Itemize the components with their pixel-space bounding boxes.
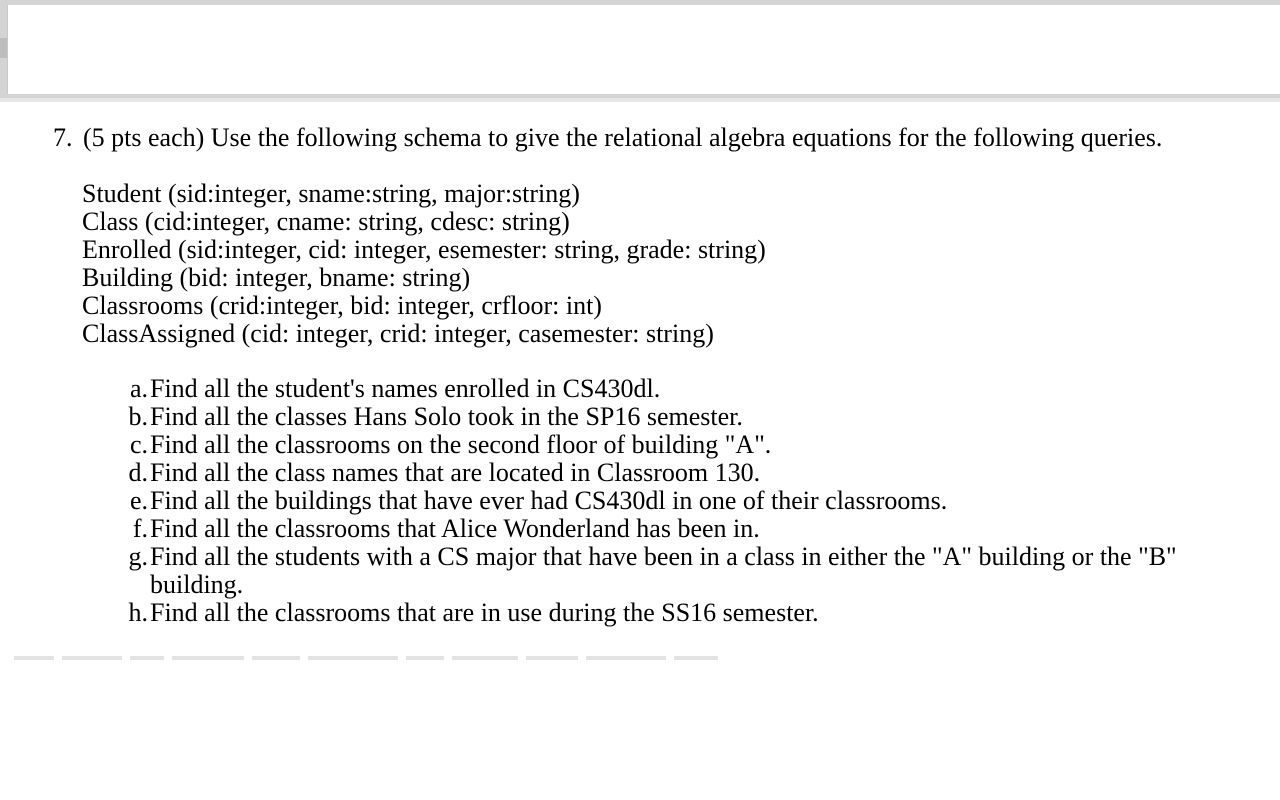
- subquestion-letter: e.: [129, 486, 148, 515]
- subquestion-letter: a.: [129, 374, 148, 403]
- subquestion-item: [120, 599, 1250, 627]
- subquestion-letter: f.: [132, 514, 148, 543]
- question-number: 7.: [53, 123, 73, 152]
- schema-line: Student (sid:integer, sname:string, major:string): [82, 179, 580, 208]
- subquestion-text: Find all the classes Hans Solo took in the SP16 semester.: [150, 402, 743, 431]
- subquestion-item: [120, 431, 1250, 459]
- question-text: (5 pts each) Use the following schema to give the relational algebra equations for the following queries.: [83, 123, 1163, 152]
- subquestion-text: Find all the classrooms that are in use during the SS16 semester.: [150, 598, 819, 627]
- subquestion-letter: g.: [128, 542, 148, 571]
- subquestion-text: Find all the students with a CS major that have been in a class in either the "A" building or the "B" building.: [150, 542, 1177, 599]
- question-heading: [53, 124, 1263, 152]
- schema-line: Classrooms (crid:integer, bid: integer, crfloor: int): [82, 291, 602, 320]
- schema-line: Class (cid:integer, cname: string, cdesc: string): [82, 207, 570, 236]
- subquestion-item: [120, 487, 1250, 515]
- subquestion-letter: c.: [129, 430, 148, 459]
- schema-line: Building (bid: integer, bname: string): [82, 263, 471, 292]
- subquestion-item: [120, 515, 1250, 543]
- subquestion-item: [120, 459, 1250, 487]
- subquestion-text: Find all the classrooms that Alice Wonderland has been in.: [150, 514, 760, 543]
- subquestion-item: [120, 403, 1250, 431]
- schema-line: Enrolled (sid:integer, cid: integer, esemester: string, grade: string): [82, 235, 766, 264]
- subquestion-list: [120, 375, 1250, 627]
- subquestion-text: Find all the class names that are located in Classroom 130.: [150, 458, 761, 487]
- subquestion-text: Find all the buildings that have ever had CS430dl in one of their classrooms.: [150, 486, 948, 515]
- subquestion-item: [120, 543, 1250, 599]
- subquestion-text: Find all the student's names enrolled in CS430dl.: [150, 374, 661, 403]
- subquestion-letter: h.: [128, 598, 148, 627]
- schema-line: ClassAssigned (cid: integer, crid: integer, casemester: string): [82, 319, 714, 348]
- subquestion-text: Find all the classrooms on the second floor of building "A".: [150, 430, 772, 459]
- subquestion-letter: d.: [128, 458, 148, 487]
- subquestion-letter: b.: [128, 402, 148, 431]
- subquestion-item: [120, 375, 1250, 403]
- schema-block: [82, 180, 982, 348]
- cut-off-text-line: [14, 656, 784, 660]
